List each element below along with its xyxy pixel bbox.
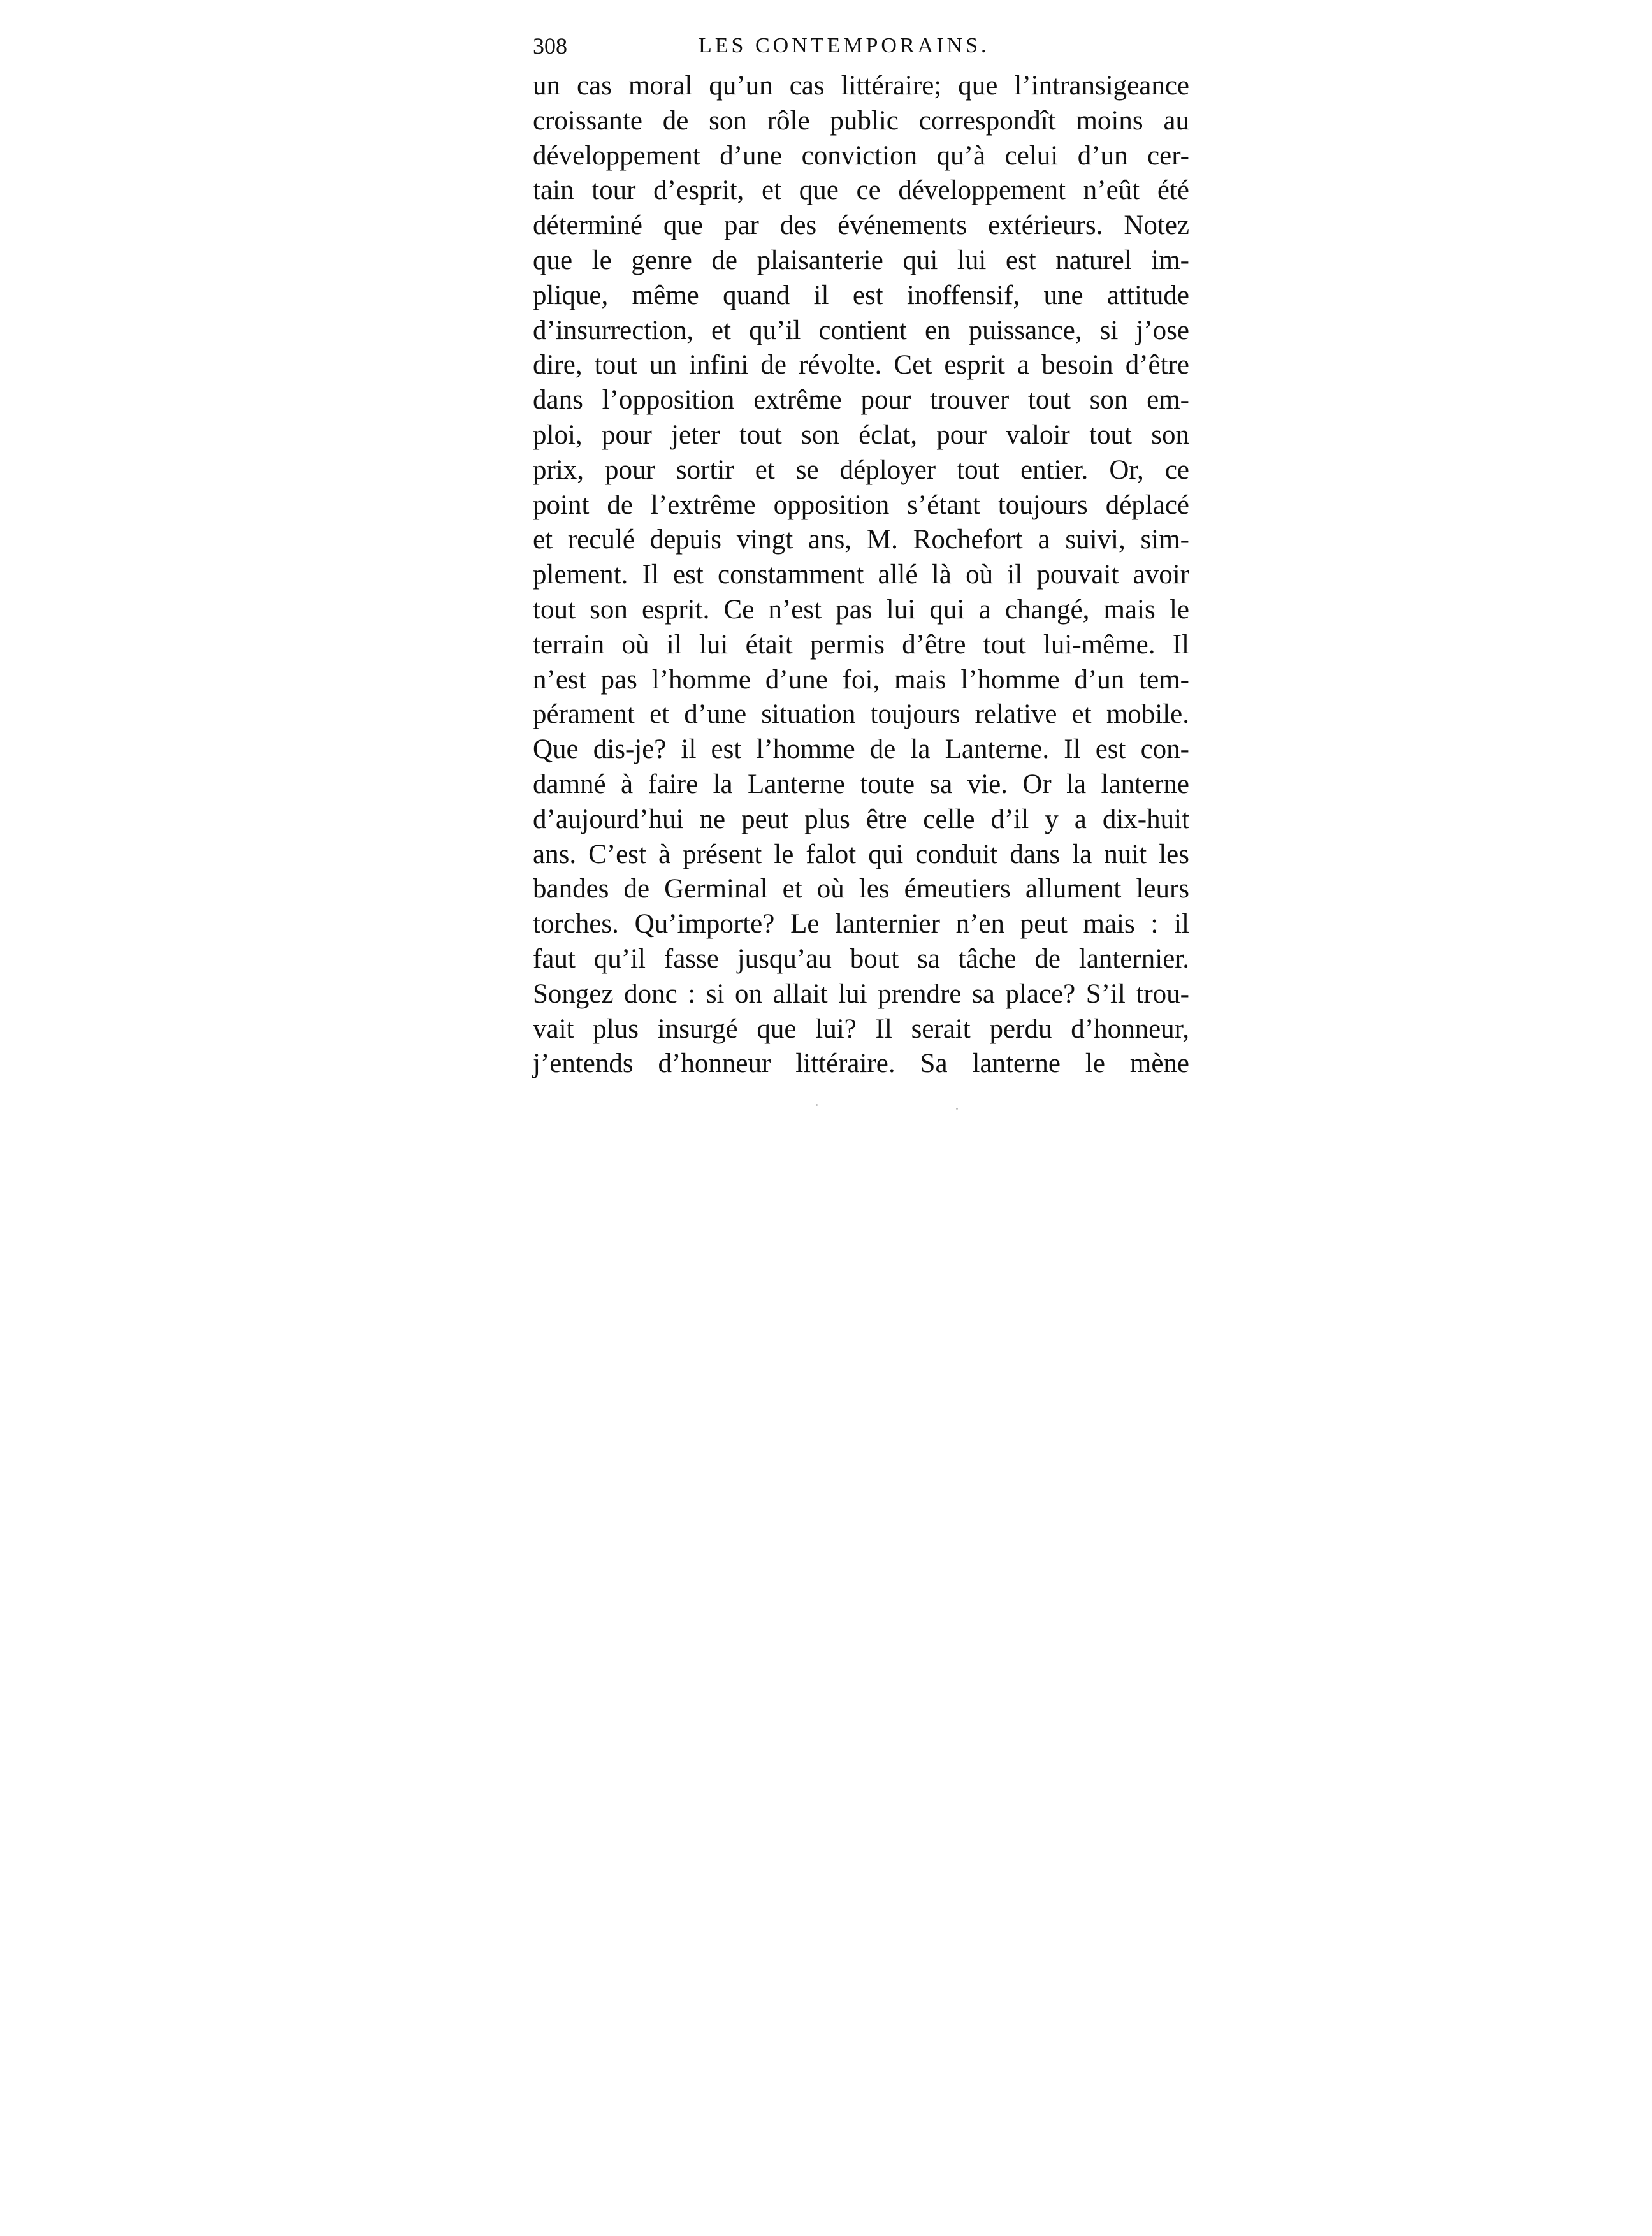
text-line: Que dis-je? il est l’homme de la Lanterne. Il est con-	[533, 734, 1189, 765]
text-line: tain tour d’esprit, et que ce développement n’eût été	[533, 175, 1189, 206]
text-line: dire, tout un infini de révolte. Cet esprit a besoin d’être	[533, 350, 1189, 381]
running-head	[533, 27, 1189, 65]
page-number: 308	[533, 33, 567, 59]
text-line: dans l’opposition extrême pour trouver tout son em-	[533, 385, 1189, 416]
text-line: plique, même quand il est inoffensif, une attitude	[533, 280, 1189, 310]
text-line: damné à faire la Lanterne toute sa vie. Or la lanterne	[533, 769, 1189, 799]
text-line: croissante de son rôle public correspondît moins au	[533, 105, 1189, 136]
text-line: un cas moral qu’un cas littéraire; que l’intransigeance	[533, 71, 1189, 101]
text-line: plement. Il est constamment allé là où il pouvait avoir	[533, 560, 1189, 590]
text-line: déterminé que par des événements extérieurs. Notez	[533, 210, 1189, 241]
scan-speck	[956, 1108, 958, 1110]
text-line: d’insurrection, et qu’il contient en puissance, si j’ose	[533, 315, 1189, 345]
text-line: d’aujourd’hui ne peut plus être celle d’il y a dix-huit	[533, 804, 1189, 834]
text-line: développement d’une conviction qu’à celui d’un cer-	[533, 140, 1189, 171]
text-line: prix, pour sortir et se déployer tout entier. Or, ce	[533, 454, 1189, 485]
text-line: n’est pas l’homme d’une foi, mais l’homme d’un tem-	[533, 664, 1189, 695]
text-line: faut qu’il fasse jusqu’au bout sa tâche de lanternier.	[533, 943, 1189, 974]
text-line: tout son esprit. Ce n’est pas lui qui a changé, mais le	[533, 594, 1189, 625]
running-title: LES CONTEMPORAINS.	[699, 34, 990, 57]
body-text	[533, 69, 1189, 1082]
text-line: et reculé depuis vingt ans, M. Rochefort a suivi, sim-	[533, 525, 1189, 555]
text-line: j’entends d’honneur littéraire. Sa lanterne le mène	[533, 1049, 1189, 1079]
text-line: vait plus insurgé que lui? Il serait perdu d’honneur,	[533, 1013, 1189, 1044]
text-line: bandes de Germinal et où les émeutiers allument leurs	[533, 874, 1189, 904]
scan-speck	[816, 1104, 818, 1106]
text-line: ans. C’est à présent le falot qui conduit dans la nuit les	[533, 839, 1189, 869]
text-line: terrain où il lui était permis d’être tout lui-même. Il	[533, 629, 1189, 660]
text-line: torches. Qu’importe? Le lanternier n’en peut mais : il	[533, 909, 1189, 940]
text-line: Songez donc : si on allait lui prendre sa place? S’il trou-	[533, 978, 1189, 1009]
text-line: que le genre de plaisanterie qui lui est naturel im-	[533, 245, 1189, 275]
text-line: point de l’extrême opposition s’étant toujours déplacé	[533, 490, 1189, 520]
text-line: ploi, pour jeter tout son éclat, pour valoir tout son	[533, 419, 1189, 450]
text-line: pérament et d’une situation toujours relative et mobile.	[533, 699, 1189, 730]
